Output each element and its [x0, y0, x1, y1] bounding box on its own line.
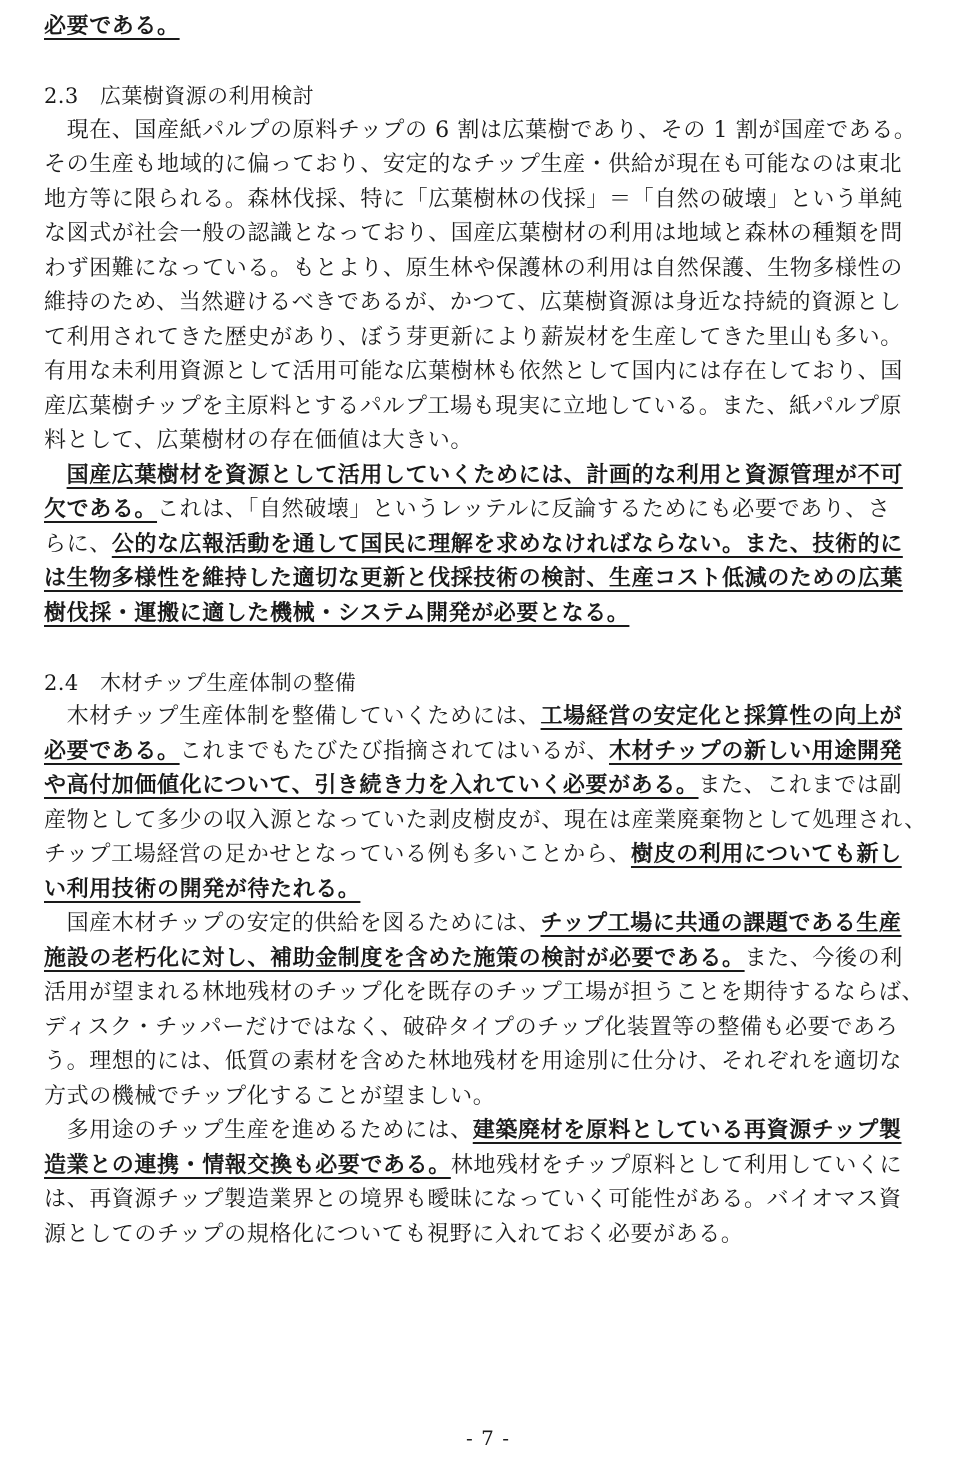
paragraph-line: 方式の機械でチップ化することが望ましい。	[44, 1083, 496, 1109]
paragraph-line	[44, 459, 934, 494]
paragraph-line: う。理想的には、低質の素材を含めた林地残材を用途別に仕分け、それぞれを適切な	[44, 1049, 902, 1074]
emphasis: い利用技術の開発が待たれる。	[44, 876, 361, 902]
paragraph-line	[44, 873, 934, 908]
paragraph-line: な図式が社会一般の認識となっており、国産広葉樹材の利用は地域と森林の種類を問	[44, 221, 903, 246]
paragraph-line: や高付加価値化について、引き続き力を入れていく必要がある。また、これまでは副	[44, 773, 902, 798]
emphasis: 建築廃材を原料としている再資源チップ製	[472, 1118, 902, 1143]
paragraph-line: 活用が望まれる林地残材のチップ化を既存のチップ工場が担うことを期待するならば、	[44, 980, 925, 1005]
paragraph-line: その生産も地域的に偏っており、安定的なチップ生産・供給が現在も可能なのは東北	[44, 152, 903, 177]
emphasis: 樹皮の利用についても新し	[630, 842, 902, 867]
emphasis: 必要である。	[44, 738, 180, 764]
paragraph-line: 現在、国産紙パルプの原料チップの 6 割は広葉樹であり、その 1 割が国産である。	[44, 117, 917, 143]
paragraph-line: 有用な未利用資源として活用可能な広葉樹林も依然として国内には存在しており、国	[44, 359, 903, 384]
emphasis: 施設の老朽化に対し、補助金制度を含めた施策の検討が必要である。	[44, 945, 745, 971]
emphasis: 木材チップの新しい用途開発	[609, 738, 903, 764]
paragraph-line: て利用されてきた歴史があり、ぼう芽更新により薪炭材を生産してきた里山も多い。	[44, 324, 903, 350]
paragraph-line: 源としてのチップの規格化についても視野に入れておく必要がある。	[44, 1221, 744, 1247]
emphasis: 国産広葉樹材を資源として活用していくためには、計画的な利用と資源管理が不可	[66, 462, 903, 488]
paragraph-line: 木材チップ生産体制を整備していくためには、工場経営の安定化と採算性の向上が	[44, 704, 903, 729]
emphasis: 樹伐採・運搬に適した機械・システム開発が必要となる。	[44, 600, 630, 626]
paragraph-line: 必要である。これまでもたびたび指摘されてはいるが、木材チップの新しい用途開発	[44, 738, 903, 764]
spacer	[44, 631, 934, 666]
paragraph-line: 産広葉樹チップを主原料とするパルプ工場も現実に立地している。また、紙パルプ原	[44, 393, 903, 419]
spacer	[44, 45, 934, 80]
emphasis: 造業との連携・情報交換も必要である。	[44, 1152, 451, 1178]
emphasis: は生物多様性を維持した適切な更新と伐採技術の検討、生産コスト低減のための広葉	[44, 566, 903, 591]
paragraph-line: 料として、広葉樹材の存在価値は大きい。	[44, 428, 473, 453]
page-number: - 7 -	[466, 1426, 510, 1450]
section-heading-2-3: 2.3 広葉樹資源の利用検討	[44, 84, 314, 108]
paragraph-line: らに、公的な広報活動を通して国民に理解を求めなければならない。また、技術的に	[44, 531, 903, 557]
document-page	[44, 10, 934, 1252]
paragraph-line: 造業との連携・情報交換も必要である。林地残材をチップ原料として利用していくに	[44, 1152, 903, 1178]
emphasis: 公的な広報活動を通して国民に理解を求めなければならない。また、技術的に	[111, 531, 903, 557]
top-line: 必要である。	[44, 14, 180, 39]
paragraph-line: チップ工場経営の足かせとなっている例も多いことから、樹皮の利用についても新し	[44, 842, 902, 867]
paragraph-line: 地方等に限られる。森林伐採、特に「広葉樹林の伐採」＝「自然の破壊」という単純	[44, 186, 903, 212]
paragraph-line	[44, 597, 934, 632]
section-heading-2-4: 2.4 木材チップ生産体制の整備	[44, 670, 357, 695]
paragraph-line: 施設の老朽化に対し、補助金制度を含めた施策の検討が必要である。また、今後の利	[44, 945, 903, 971]
paragraph-line: 維持のため、当然避けるべきであるが、かつて、広葉樹資源は身近な持続的資源とし	[44, 290, 902, 315]
paragraph-line: ディスク・チッパーだけではなく、破砕タイプのチップ化装置等の整備も必要であろ	[44, 1014, 899, 1040]
paragraph-line	[44, 562, 934, 597]
paragraph-line: は、再資源チップ製造業界との境界も曖昧になっていく可能性がある。バイオマス資	[44, 1187, 902, 1212]
paragraph-line: 産物として多少の収入源となっていた剥皮樹皮が、現在は産業廃棄物として処理され、	[44, 807, 927, 833]
paragraph-line: わず困難になっている。もとより、原生林や保護林の利用は自然保護、生物多様性の	[44, 255, 903, 281]
emphasis: チップ工場に共通の課題である生産	[540, 911, 902, 936]
paragraph-line: 国産木材チップの安定的供給を図るためには、チップ工場に共通の課題である生産	[44, 911, 902, 936]
emphasis: 工場経営の安定化と採算性の向上が	[540, 704, 903, 729]
paragraph-line: 多用途のチップ生産を進めるためには、建築廃材を原料としている再資源チップ製	[44, 1118, 902, 1143]
emphasis: 欠である。	[44, 497, 158, 522]
emphasis: や高付加価値化について、引き続き力を入れていく必要がある。	[44, 773, 699, 798]
paragraph-line: 欠である。これは、「自然破壊」というレッテルに反論するためにも必要であり、さ	[44, 497, 891, 522]
